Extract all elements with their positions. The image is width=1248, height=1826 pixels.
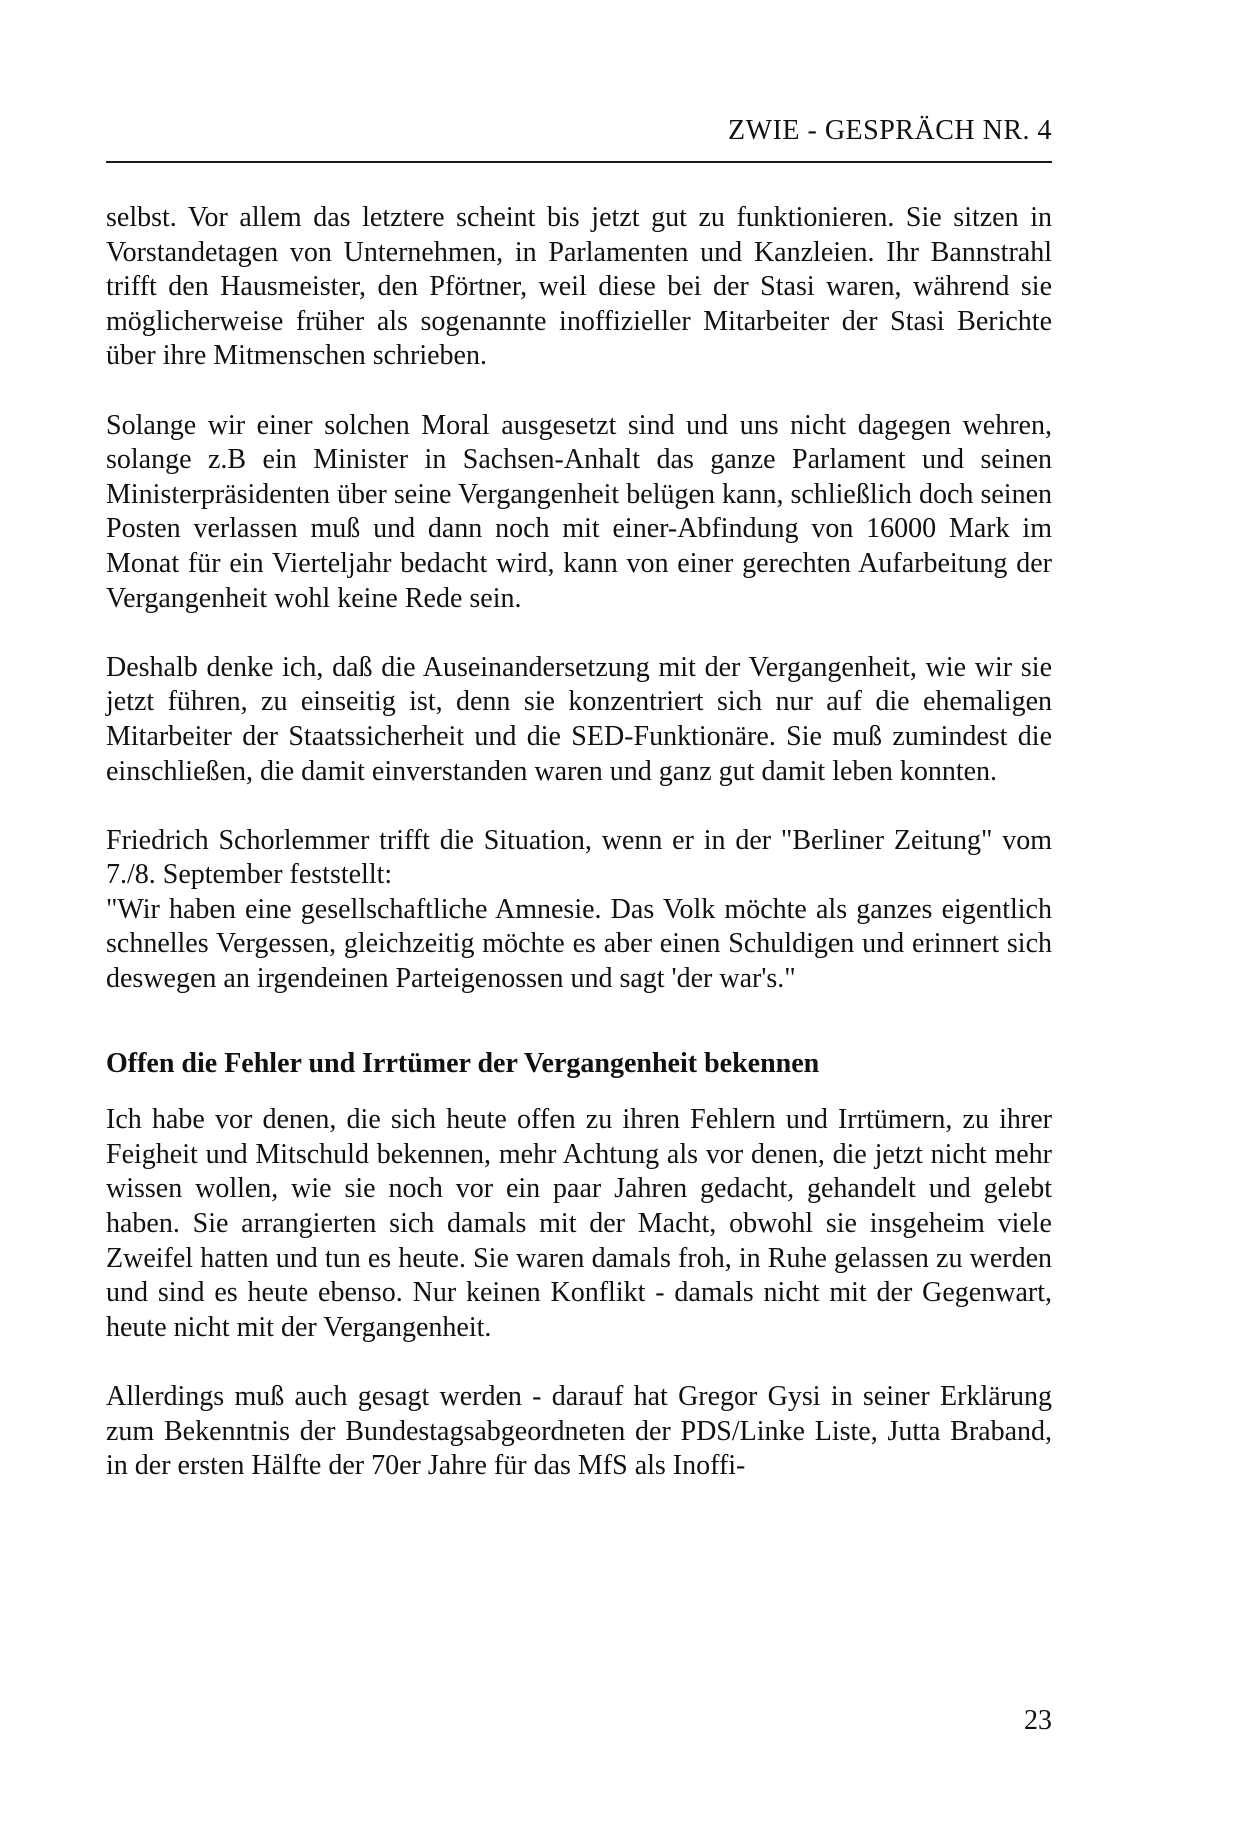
paragraph-3: Deshalb denke ich, daß die Auseinandersetzung mit der Vergangenheit, wie wir sie jetzt führen, zu einseitig ist, denn sie konzentriert sich nur auf die ehemaligen Mitarbeiter der Staatssicherheit und die SED-Funktionäre. Sie muß zumindest die einschließen, die damit einverstanden waren und ganz gut damit leben konnten. [106, 651, 1052, 787]
quotation: "Wir haben eine gesellschaftliche Amnesie. Das Volk möchte als ganzes eigentlich schnelles Vergessen, gleichzeitig möchte es aber einen Schuldigen und erinnert sich deswegen an irgendeinen Parteigenossen und sagt 'der war's." [106, 893, 1052, 995]
header-rule [106, 161, 1052, 163]
paragraph-4: Friedrich Schorlemmer trifft die Situation, wenn er in der "Berliner Zeitung" vom 7./8. September feststellt: [106, 824, 1052, 891]
section-heading: Offen die Fehler und Irrtümer der Vergangenheit bekennen [106, 1047, 820, 1079]
paragraph-1: selbst. Vor allem das letztere scheint bis jetzt gut zu funktionieren. Sie sitzen in Vorstandetagen von Unternehmen, in Parlamenten und Kanzleien. Ihr Bannstrahl trifft den Hausmeister, den Pförtner, weil diese bei der Stasi waren, während sie möglicherweise früher als sogenannte inoffizieller Mitarbeiter der Stasi Berichte über ihre Mitmenschen schrieben. [106, 202, 1052, 372]
paragraph-2: Solange wir einer solchen Moral ausgesetzt sind und uns nicht dagegen wehren, solange z.B ein Minister in Sachsen-Anhalt das ganze Parlament und seinen Ministerpräsidenten über seine Vergangenheit belügen kann, schließlich doch seinen Posten verlassen muß und dann noch mit einer-Abfindung von 16000 Mark im Monat für ein Vierteljahr bedacht wird, kann von einer gerechten Aufarbeitung der Vergangenheit wohl keine Rede sein. [106, 409, 1052, 614]
body-text [106, 201, 1052, 1484]
section-paragraph-1: Ich habe vor denen, die sich heute offen zu ihren Fehlern und Irrtümern, zu ihrer Feigheit und Mitschuld bekennen, mehr Achtung als vor denen, die jetzt nicht mehr wissen wollen, wie sie noch vor ein paar Jahren gedacht, gehandelt und gelebt haben. Sie arrangierten sich damals mit der Macht, obwohl sie insgeheim viele Zweifel hatten und tun es heute. Sie waren damals froh, in Ruhe gelassen zu werden und sind es heute ebenso. Nur keinen Konflikt - damals nicht mit der Gegenwart, heute nicht mit der Vergangenheit. [106, 1104, 1052, 1343]
running-header: ZWIE - GESPRÄCH NR. 4 [728, 115, 1052, 146]
section-paragraph-2: Allerdings muß auch gesagt werden - darauf hat Gregor Gysi in seiner Erklärung zum Bekenntnis der Bundestagsabgeordneten der PDS/Linke Liste, Jutta Braband, in der ersten Hälfte der 70er Jahre für das MfS als Inoffi- [106, 1381, 1052, 1482]
page-number: 23 [1024, 1705, 1052, 1736]
